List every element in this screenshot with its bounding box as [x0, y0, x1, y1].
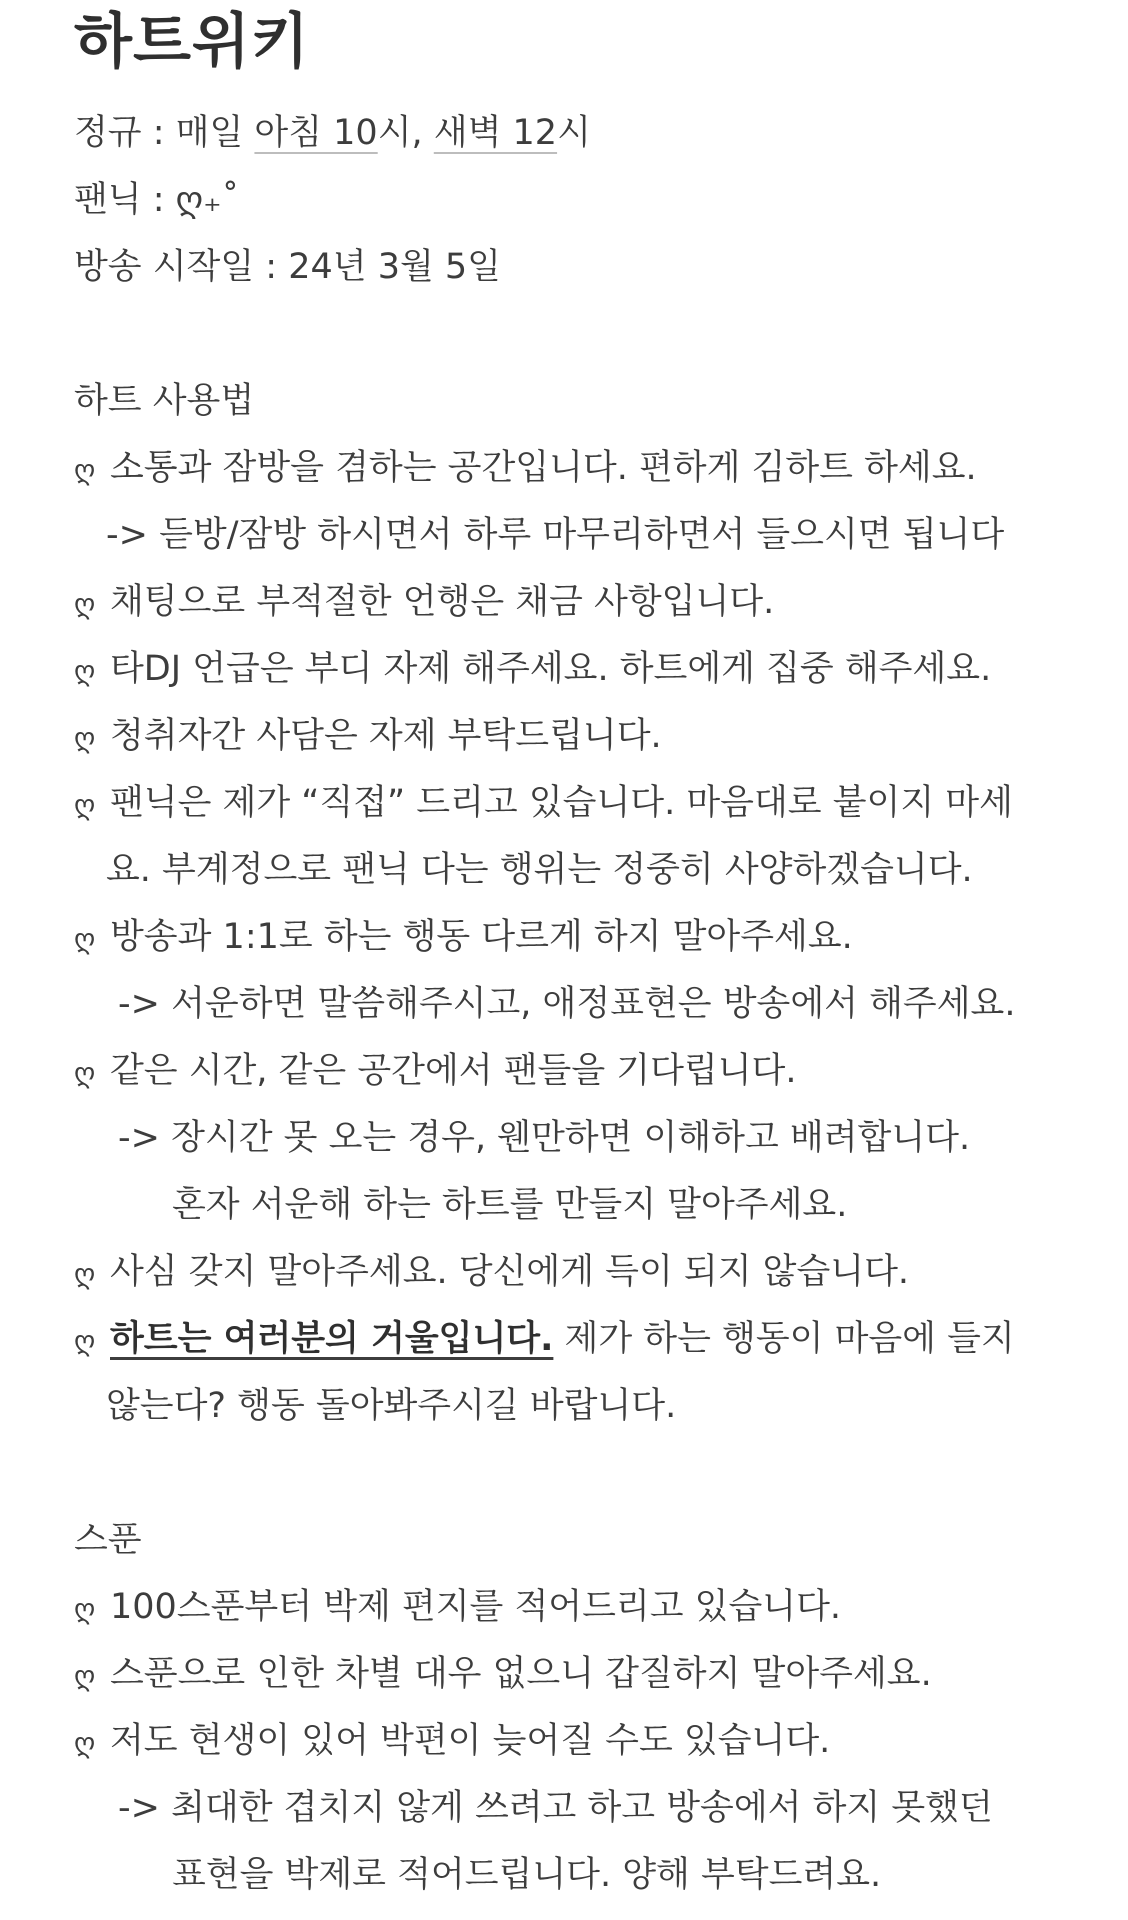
- bullet-icon: ღ: [74, 1661, 96, 1692]
- list-item: ღ 방송과 1:1로 하는 행동 다르게 하지 말아주세요.: [74, 904, 853, 970]
- bullet-icon: ღ: [74, 589, 96, 620]
- list-item: ღ 타DJ 언급은 부디 자제 해주세요. 하트에게 집중 해주세요.: [74, 636, 991, 702]
- list-subitem: -> 장시간 못 오는 경우, 웬만하면 이해하고 배려합니다.: [118, 1118, 971, 1158]
- mirror-emphasis: 하트는 여러분의 거울입니다.: [110, 1319, 554, 1359]
- list-subitem-continuation: 혼자 서운해 하는 하트를 만들지 말아주세요.: [172, 1185, 848, 1225]
- usage-heading: 하트 사용법: [74, 381, 255, 421]
- list-item: ღ 저도 현생이 있어 박편이 늦어질 수도 있습니다.: [74, 1708, 830, 1774]
- page-title: 하트위키: [74, 7, 310, 77]
- list-subitem-continuation: 표현을 박제로 적어드립니다. 양해 부탁드려요.: [172, 1855, 882, 1895]
- list-item: ღ 하트는 여러분의 거울입니다. 제가 하는 행동이 마음에 들지: [74, 1306, 1015, 1372]
- schedule-suffix: 시: [557, 113, 591, 153]
- bullet-icon: ღ: [74, 455, 96, 486]
- list-item: ღ 소통과 잠방을 겸하는 공간입니다. 편하게 김하트 하세요.: [74, 435, 977, 501]
- list-item: ღ 팬닉은 제가 “직접” 드리고 있습니다. 마음대로 붙이지 마세: [74, 770, 1013, 836]
- schedule-prefix: 정규 : 매일: [74, 113, 255, 153]
- list-item: ღ 채팅으로 부적절한 언행은 채금 사항입니다.: [74, 569, 774, 635]
- bullet-icon: ღ: [74, 1326, 96, 1357]
- list-item: ღ 같은 시간, 같은 공간에서 팬들을 기다립니다.: [74, 1038, 796, 1104]
- list-item: ღ 사심 갖지 말아주세요. 당신에게 득이 되지 않습니다.: [74, 1239, 909, 1305]
- list-item: ღ 청취자간 사담은 자제 부탁드립니다.: [74, 703, 662, 769]
- bullet-icon: ღ: [74, 1058, 96, 1089]
- schedule-mid: 시,: [377, 113, 434, 153]
- list-item-continuation: 않는다? 행동 돌아봐주시길 바랍니다.: [106, 1386, 677, 1426]
- list-subitem: -> 듣방/잠방 하시면서 하루 마무리하면서 들으시면 됩니다: [106, 515, 1005, 555]
- bullet-icon: ღ: [74, 1259, 96, 1290]
- list-item: ღ 스푼으로 인한 차별 대우 없으니 갑질하지 말아주세요.: [74, 1641, 932, 1707]
- schedule-line: [74, 100, 591, 166]
- start-date-line: 방송 시작일 : 24년 3월 5일: [74, 247, 501, 287]
- schedule-time-morning: 아침 10: [254, 113, 378, 153]
- bullet-icon: ღ: [74, 723, 96, 754]
- bullet-icon: ღ: [74, 924, 96, 955]
- bullet-icon: ღ: [74, 656, 96, 687]
- bullet-icon: ღ: [74, 1594, 96, 1625]
- list-item: ღ 100스푼부터 박제 편지를 적어드리고 있습니다.: [74, 1574, 841, 1640]
- fannick-line: 팬닉 : ღ₊˚: [74, 180, 240, 220]
- schedule-time-night: 새벽 12: [433, 113, 558, 153]
- bullet-icon: ღ: [74, 790, 96, 821]
- list-subitem: -> 서운하면 말씀해주시고, 애정표현은 방송에서 해주세요.: [118, 984, 1016, 1024]
- bullet-icon: ღ: [74, 1728, 96, 1759]
- spoon-heading: 스푼: [74, 1520, 142, 1560]
- list-item-continuation: 요. 부계정으로 팬닉 다는 행위는 정중히 사양하겠습니다.: [106, 850, 973, 890]
- list-subitem: -> 최대한 겹치지 않게 쓰려고 하고 방송에서 하지 못했던: [118, 1788, 993, 1828]
